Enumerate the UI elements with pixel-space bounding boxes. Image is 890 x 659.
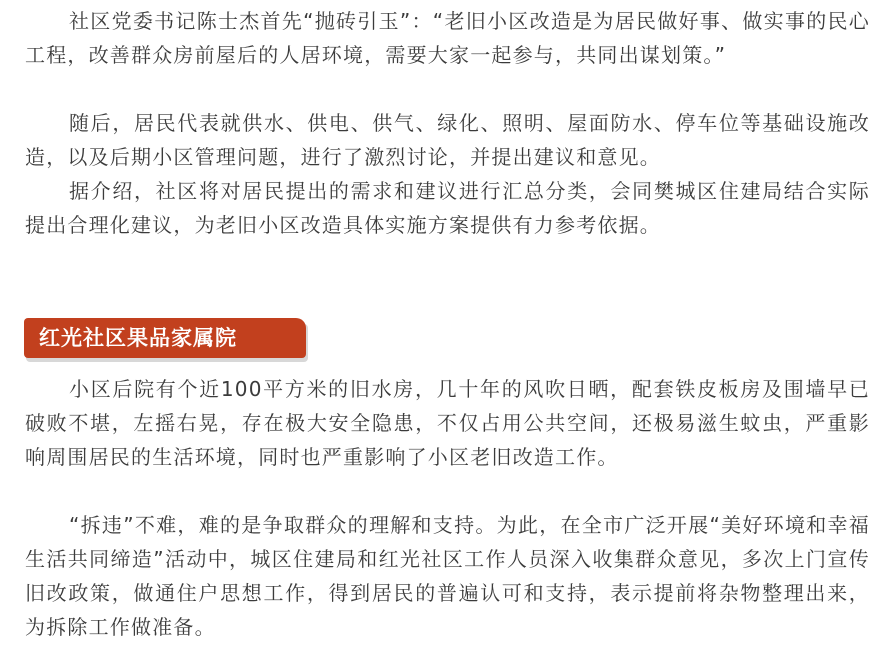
paragraph-resident-discussion: 随后，居民代表就供水、供电、供气、绿化、照明、屋面防水、停车位等基础设施改造，以及后期小区管理问题，进行了激烈讨论，并提出建议和意见。 [25,111,870,169]
section-heading-title: 红光社区果品家属院 [39,326,237,350]
paragraph-party-secretary-speech: 社区党委书记陈士杰首先“抛砖引玉”：“老旧小区改造是为居民做好事、做实事的民心工程，改善群众房前屋后的人居环境，需要大家一起参与，共同出谋划策。” [25,9,870,67]
paragraph-community-summary: 据介绍，社区将对居民提出的需求和建议进行汇总分类，会同樊城区住建局结合实际提出合理化建议，为老旧小区改造具体实施方案提供有力参考依据。 [25,179,870,237]
paragraph-demolition-support: “拆违”不难，难的是争取群众的理解和支持。为此，在全市广泛开展“美好环境和幸福生活共同缔造”活动中，城区住建局和红光社区工作人员深入收集群众意见，多次上门宣传旧改政策，做通住户思想工作，得到居民的普遍认可和支持，表示提前将杂物整理出来，为拆除工作做准备。 [25,513,870,639]
paragraph-old-water-house: 小区后院有个近100平方米的旧水房，几十年的风吹日晒，配套铁皮板房及围墙早已破败不堪，左摇右晃，存在极大安全隐患，不仅占用公共空间，还极易滋生蚊虫，严重影响周围居民的生活环境，同时也严重影响了小区老旧改造工作。 [25,377,870,469]
section-heading-banner [24,318,308,362]
